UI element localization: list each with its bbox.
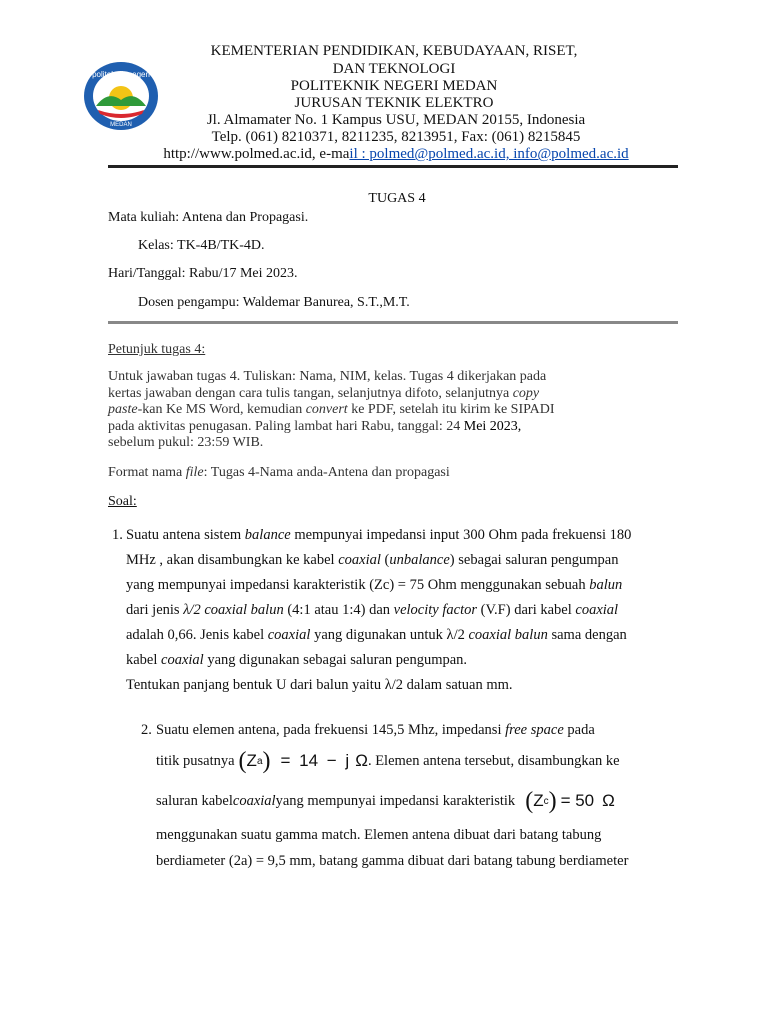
q1-line-7: Tentukan panjang bentuk U dari balun yaitu λ/2 dalam satuan mm.	[126, 677, 513, 693]
q1-l5e: sama dengan	[547, 627, 627, 643]
instr-line-5: sebelum pukul: 23:59 WIB.	[108, 435, 264, 450]
za-open-paren: (	[238, 747, 247, 774]
q1-l4c: (4:1 atau 1:4) dan	[283, 602, 394, 618]
q1-l2d: unbalance	[389, 552, 450, 568]
zc-symbol: Z	[533, 791, 544, 810]
za-symbol: Z	[246, 751, 257, 770]
format-line	[108, 465, 450, 481]
format-c: : Tugas 4-Nama anda-Antena dan propagasi	[203, 465, 450, 480]
za-value: = 14 − j	[280, 751, 350, 770]
q2-l3a: saluran kabel	[156, 792, 233, 809]
q1-line-6	[126, 648, 631, 673]
zc-value: = 50	[560, 791, 595, 810]
q2-l2a: titik pusatnya	[156, 752, 235, 769]
zc-close-paren: )	[548, 787, 557, 814]
q1-l2c: (	[380, 552, 390, 568]
q1-l6c: yang digunakan sebagai saluran pengumpan.	[203, 652, 468, 668]
soal-heading: Soal:	[108, 494, 137, 509]
q2-l2b: . Elemen antena tersebut, disambungkan ke	[367, 752, 620, 769]
instr-line-4	[108, 419, 555, 436]
q1-l1a: Suatu antena sistem	[126, 527, 245, 543]
q1-l1c: mempunyai impedansi input 300 Ohm pada frekuensi 180	[290, 527, 632, 543]
q1-l2b: coaxial	[338, 552, 381, 568]
q1-l3a: yang mempunyai impedansi karakteristik (Zc) = 75 Ohm menggunakan sebuah	[126, 577, 590, 593]
zc-open-paren: (	[525, 787, 534, 814]
instr-deadline-date: Mei 2023,	[463, 418, 522, 434]
q1-l4a: dari jenis	[126, 602, 184, 618]
instr-copy: copy	[512, 385, 540, 401]
header-divider	[108, 165, 678, 168]
za-close-paren: )	[262, 747, 271, 774]
q2-line-3	[156, 786, 615, 816]
header-address: Jl. Almamater No. 1 Kampus USU, MEDAN 20155, Indonesia	[206, 112, 586, 128]
q1-l5a: adalah 0,66. Jenis kabel	[126, 627, 268, 643]
q2-l1c: pada	[563, 722, 595, 738]
instr-line-4a: pada aktivitas penugasan. Paling lambat hari Rabu, tanggal: 24	[108, 418, 464, 434]
q1-l1b: balance	[244, 527, 291, 543]
format-file: file	[185, 465, 204, 480]
q1-line-1	[126, 523, 631, 548]
q2-line-1	[156, 718, 595, 743]
header-line-2: DAN TEKNOLOGI	[332, 61, 456, 77]
q2-number: 2.	[141, 722, 152, 738]
format-a: Format nama	[108, 465, 186, 480]
instr-line-3b: -kan Ke MS Word, kemudian	[137, 402, 306, 417]
instructions-block	[108, 369, 555, 452]
q1-l4d: velocity factor	[393, 602, 477, 618]
za-ohm: Ω	[355, 751, 368, 770]
instr-convert: convert	[305, 402, 348, 417]
header-line-3: POLITEKNIK NEGERI MEDAN	[290, 78, 498, 94]
q1-l4f: coaxial	[575, 602, 619, 618]
q1-l5c: yang digunakan untuk λ/2	[310, 627, 469, 643]
q1-l4e: (V.F) dari kabel	[477, 602, 576, 618]
q2-l3b: coaxial	[232, 792, 276, 809]
header-email-link[interactable]: il : polmed@polmed.ac.id, info@polmed.ac.id	[349, 146, 629, 162]
instr-line-3d: ke PDF, setelah itu kirim ke SIPADI	[347, 402, 555, 417]
header-phone: Telp. (061) 8210371, 8211235, 8213951, Fax: (061) 8215845	[211, 129, 581, 145]
q2-l1a: Suatu elemen antena, pada frekuensi 145,5 Mhz, impedansi	[156, 722, 506, 738]
zc-ohm: Ω	[602, 791, 615, 810]
lecturer-line: Dosen pengampu: Waldemar Banurea, S.T.,M.T.	[138, 295, 410, 310]
header-line-1: KEMENTERIAN PENDIDIKAN, KEBUDAYAAN, RISET,	[210, 43, 578, 59]
q1-l5d: coaxial balun	[468, 627, 548, 643]
instr-paste: paste	[108, 402, 138, 417]
logo-text-top: politeknik negeri	[92, 70, 150, 79]
q1-number: 1.	[112, 527, 123, 543]
q1-l3b: balun	[589, 577, 623, 593]
header-web-prefix: http://www.polmed.ac.id, e-ma	[163, 146, 350, 162]
q2-l3c: yang mempunyai impedansi karakteristik	[275, 792, 516, 809]
logo-text-bottom: MEDAN	[110, 122, 132, 128]
q1-l5b: coaxial	[267, 627, 311, 643]
header-web	[12, 145, 768, 163]
za-sub: a	[256, 755, 263, 767]
question-1	[126, 523, 631, 698]
q1-l2a: MHz , akan disambungkan ke kabel	[126, 552, 339, 568]
header-line-4: JURUSAN TEKNIK ELEKTRO	[294, 95, 494, 111]
instr-line-1: Untuk jawaban tugas 4. Tuliskan: Nama, NIM, kelas. Tugas 4 dikerjakan pada	[108, 369, 547, 384]
q1-line-5	[126, 623, 631, 648]
class-line: Kelas: TK-4B/TK-4D.	[138, 238, 265, 253]
q2-line-5: berdiameter (2a) = 9,5 mm, batang gamma dibuat dari batang tabung berdiameter	[156, 853, 629, 869]
info-divider	[108, 321, 678, 324]
q1-line-2	[126, 548, 631, 573]
zc-sub: c	[543, 795, 549, 807]
q1-line-4	[126, 598, 631, 623]
q1-line-3	[126, 573, 631, 598]
q1-l6b: coaxial	[161, 652, 204, 668]
date-line: Hari/Tanggal: Rabu/17 Mei 2023.	[108, 266, 298, 281]
instr-line-2a: kertas jawaban dengan cara tulis tangan, selanjutnya difoto, selanjutnya	[108, 385, 513, 401]
q1-l4b: λ/2 coaxial balun	[183, 602, 284, 618]
instr-line-3	[108, 402, 555, 419]
q2-line-4: menggunakan suatu gamma match. Elemen antena dibuat dari batang tabung	[156, 827, 602, 843]
instructions-heading: Petunjuk tugas 4:	[108, 342, 206, 357]
q2-line-2	[156, 746, 620, 776]
q1-l6a: kabel	[126, 652, 162, 668]
q2-l1b: free space	[505, 722, 564, 738]
course-line: Mata kuliah: Antena dan Propagasi.	[108, 210, 309, 225]
instr-line-2	[108, 386, 555, 403]
assignment-title: TUGAS 4	[368, 191, 426, 206]
q1-l2e: ) sebagai saluran pengumpan	[449, 552, 619, 568]
